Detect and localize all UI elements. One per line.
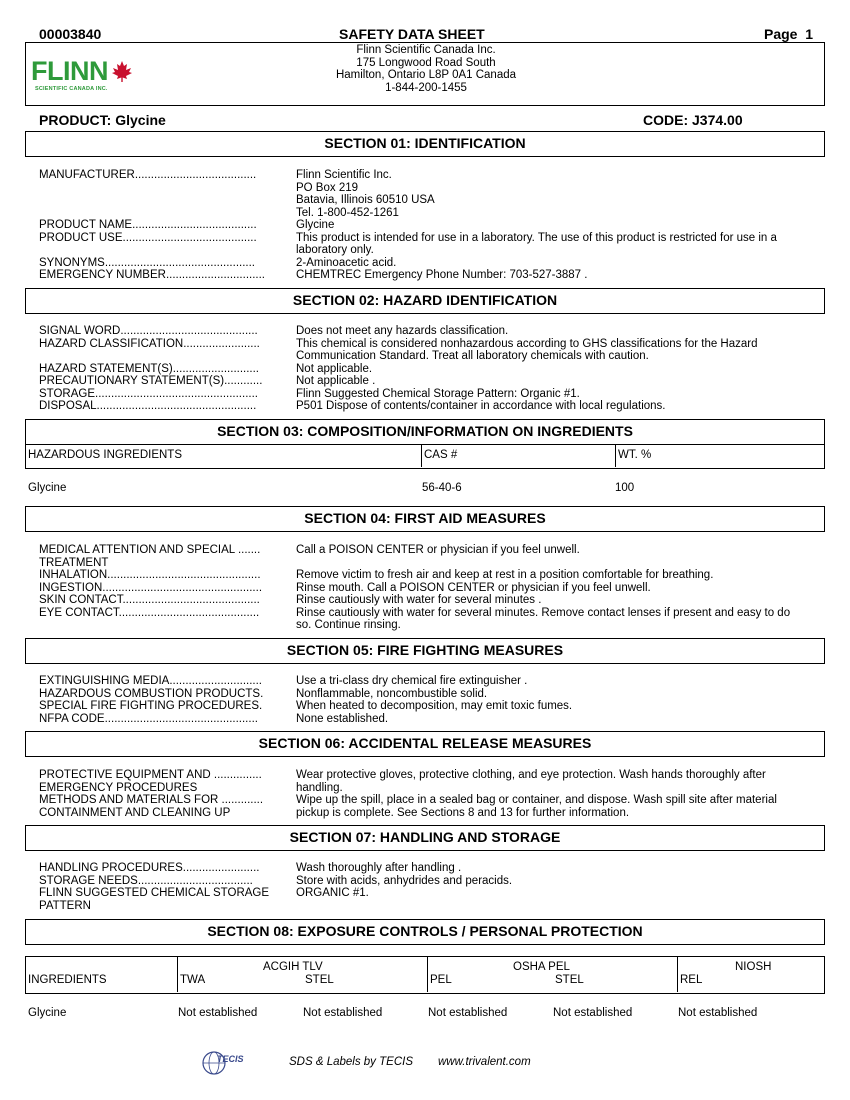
group-header-acgih: ACGIH TLV bbox=[263, 961, 323, 973]
row-value: Rinse cautiously with water for several minutes. Remove contact lenses if present and easy to do so. Continue rinsing. bbox=[296, 606, 791, 631]
document-id: 00003840 bbox=[39, 26, 102, 42]
product-code: CODE: J374.00 bbox=[643, 112, 743, 128]
product-name: PRODUCT: Glycine bbox=[39, 112, 166, 128]
exposure-osha-stel: Not established bbox=[553, 1007, 633, 1019]
row-label: EXTINGUISHING MEDIA............................. bbox=[39, 675, 263, 687]
ingredient-cas: 56-40-6 bbox=[422, 482, 462, 494]
ingredients-table-header bbox=[25, 444, 825, 469]
row-label: PRECAUTIONARY STATEMENT(S)............ bbox=[39, 375, 263, 387]
section-03-title: SECTION 03: COMPOSITION/INFORMATION ON INGREDIENTS bbox=[25, 419, 825, 445]
row-label: EYE CONTACT............................................ bbox=[39, 606, 260, 619]
col-header-ingredients: HAZARDOUS INGREDIENTS bbox=[28, 449, 182, 461]
company-line: Flinn Scientific Canada Inc. bbox=[356, 44, 496, 56]
logo-wordmark: FLINN bbox=[31, 56, 108, 86]
row-value: Call a POISON CENTER or physician if you feel unwell. bbox=[296, 544, 580, 556]
tecis-logo-text: TECIS bbox=[217, 1054, 244, 1064]
document-title: SAFETY DATA SHEET bbox=[339, 26, 485, 42]
row-value: Not applicable. bbox=[296, 362, 373, 375]
company-header-box bbox=[25, 42, 825, 106]
row-value: When heated to decomposition, may emit toxic fumes. bbox=[296, 700, 573, 712]
row-value: Batavia, Illinois 60510 USA bbox=[296, 194, 435, 206]
col-header-pel: PEL bbox=[430, 974, 452, 986]
row-value: Rinse mouth. Call a POISON CENTER or physician if you feel unwell. bbox=[296, 581, 651, 594]
row-value: Flinn Scientific Inc. bbox=[296, 169, 392, 181]
col-header-ingredients: INGREDIENTS bbox=[28, 974, 107, 986]
row-label: MEDICAL ATTENTION AND SPECIAL ....... bbox=[39, 544, 261, 556]
row-value: Use a tri-class dry chemical fire extinguisher . bbox=[296, 675, 528, 687]
section-07-title: SECTION 07: HANDLING AND STORAGE bbox=[25, 825, 825, 851]
company-line: 175 Longwood Road South bbox=[356, 56, 496, 69]
row-label-continued: CONTAINMENT AND CLEANING UP bbox=[39, 806, 231, 819]
company-line: Hamilton, Ontario L8P 0A1 Canada bbox=[335, 69, 517, 81]
row-value: Does not meet any hazards classification. bbox=[296, 325, 509, 337]
row-label: SPECIAL FIRE FIGHTING PROCEDURES. bbox=[39, 700, 263, 712]
row-label: PRODUCT USE.......................................... bbox=[39, 231, 257, 244]
row-value: None established. bbox=[296, 712, 389, 725]
row-value: Store with acids, anhydrides and peracids. bbox=[296, 874, 513, 887]
row-label: METHODS AND MATERIALS FOR ............. bbox=[39, 794, 264, 806]
col-header-wt: WT. % bbox=[618, 449, 652, 461]
exposure-rel: Not established bbox=[678, 1007, 758, 1019]
row-label: SYNONYMS............................................... bbox=[39, 256, 255, 269]
company-line: 1-844-200-1455 bbox=[385, 81, 467, 94]
column-divider bbox=[677, 957, 678, 992]
row-label: STORAGE NEEDS.................................... bbox=[39, 874, 253, 887]
exposure-table-header bbox=[25, 956, 825, 994]
row-value: Flinn Suggested Chemical Storage Pattern: Organic #1. bbox=[296, 387, 580, 400]
row-label-continued: TREATMENT bbox=[39, 556, 109, 569]
row-label: FLINN SUGGESTED CHEMICAL STORAGE bbox=[39, 887, 270, 899]
row-value: Rinse cautiously with water for several minutes . bbox=[296, 594, 542, 606]
exposure-stel: Not established bbox=[303, 1007, 383, 1019]
row-value: Wipe up the spill, place in a sealed bag or container, and dispose. Wash spill site after material pickup is complete. See Sections 8 and 13 for further information. bbox=[296, 794, 777, 819]
col-header-stel: STEL bbox=[555, 974, 584, 986]
section-06-title: SECTION 06: ACCIDENTAL RELEASE MEASURES bbox=[25, 731, 825, 757]
exposure-twa: Not established bbox=[178, 1007, 258, 1019]
column-divider bbox=[615, 445, 616, 467]
row-label: HAZARD STATEMENT(S)........................... bbox=[39, 362, 260, 375]
row-label: MANUFACTURER...................................... bbox=[39, 169, 257, 181]
row-label: SIGNAL WORD........................................... bbox=[39, 325, 258, 337]
row-label: EMERGENCY NUMBER............................... bbox=[39, 269, 265, 281]
row-label: INGESTION.................................................. bbox=[39, 581, 263, 594]
row-value: Wear protective gloves, protective clothing, and eye protection. Wash hands thoroughly after handling. bbox=[296, 769, 766, 794]
footer-credit: SDS & Labels by TECIS bbox=[289, 1056, 413, 1068]
row-label-continued: PATTERN bbox=[39, 899, 91, 912]
col-header-rel: REL bbox=[680, 974, 703, 986]
row-value: Glycine bbox=[296, 219, 335, 231]
col-header-cas: CAS # bbox=[424, 449, 458, 461]
row-label: HAZARD CLASSIFICATION........................ bbox=[39, 337, 260, 350]
footer-url: www.trivalent.com bbox=[438, 1056, 531, 1068]
row-label: NFPA CODE................................................ bbox=[39, 712, 258, 725]
row-label: SKIN CONTACT........................................... bbox=[39, 594, 260, 606]
col-header-twa: TWA bbox=[180, 974, 206, 986]
row-label: INHALATION................................................ bbox=[39, 569, 261, 581]
row-value: Remove victim to fresh air and keep at rest in a position comfortable for breathing. bbox=[296, 569, 714, 581]
row-label-continued: EMERGENCY PROCEDURES bbox=[39, 781, 198, 794]
page-number: Page 1 bbox=[764, 26, 814, 42]
col-header-stel: STEL bbox=[305, 974, 334, 986]
row-label: DISPOSAL.................................................. bbox=[39, 400, 257, 412]
section-08-title: SECTION 08: EXPOSURE CONTROLS / PERSONAL PROTECTION bbox=[25, 919, 825, 945]
group-header-niosh: NIOSH bbox=[735, 961, 772, 973]
exposure-pel: Not established bbox=[428, 1007, 508, 1019]
section-04-title: SECTION 04: FIRST AID MEASURES bbox=[25, 506, 825, 532]
row-label: PRODUCT NAME....................................... bbox=[39, 219, 257, 231]
ingredient-name: Glycine bbox=[28, 482, 67, 494]
company-address bbox=[266, 44, 586, 94]
section-01-title: SECTION 01: IDENTIFICATION bbox=[25, 131, 825, 157]
row-value: 2-Aminoacetic acid. bbox=[296, 256, 397, 269]
logo-subtitle: SCIENTIFIC CANADA INC. bbox=[35, 86, 108, 92]
row-value: This product is intended for use in a laboratory. The use of this product is restricted for use in a laboratory only. bbox=[296, 231, 777, 256]
row-label: HANDLING PROCEDURES........................ bbox=[39, 862, 260, 874]
column-divider bbox=[421, 445, 422, 467]
row-label: HAZARDOUS COMBUSTION PRODUCTS. bbox=[39, 687, 264, 700]
group-header-osha: OSHA PEL bbox=[513, 961, 570, 973]
exposure-ingredient: Glycine bbox=[28, 1007, 67, 1019]
row-value: This chemical is considered nonhazardous according to GHS classifications for the Hazard Communication Standard. Treat all laboratory chemicals with caution. bbox=[296, 337, 758, 362]
row-value: Nonflammable, noncombustible solid. bbox=[296, 687, 488, 700]
ingredient-wt: 100 bbox=[615, 482, 635, 494]
column-divider bbox=[177, 957, 178, 992]
row-value: Not applicable . bbox=[296, 375, 376, 387]
row-value: Wash thoroughly after handling . bbox=[296, 862, 462, 874]
row-label: STORAGE................................................... bbox=[39, 387, 258, 400]
tecis-logo bbox=[200, 1050, 260, 1076]
flinn-logo bbox=[31, 56, 141, 96]
section-05-title: SECTION 05: FIRE FIGHTING MEASURES bbox=[25, 638, 825, 664]
maple-leaf-icon bbox=[111, 60, 133, 82]
row-value: PO Box 219 bbox=[296, 181, 359, 194]
section-02-title: SECTION 02: HAZARD IDENTIFICATION bbox=[25, 288, 825, 314]
row-value: ORGANIC #1. bbox=[296, 887, 369, 899]
row-value: Tel. 1-800-452-1261 bbox=[296, 206, 399, 219]
column-divider bbox=[427, 957, 428, 992]
row-value: CHEMTREC Emergency Phone Number: 703-527-3887 . bbox=[296, 269, 588, 281]
row-value: P501 Dispose of contents/container in accordance with local regulations. bbox=[296, 400, 666, 412]
row-label: PROTECTIVE EQUIPMENT AND ............... bbox=[39, 769, 262, 781]
